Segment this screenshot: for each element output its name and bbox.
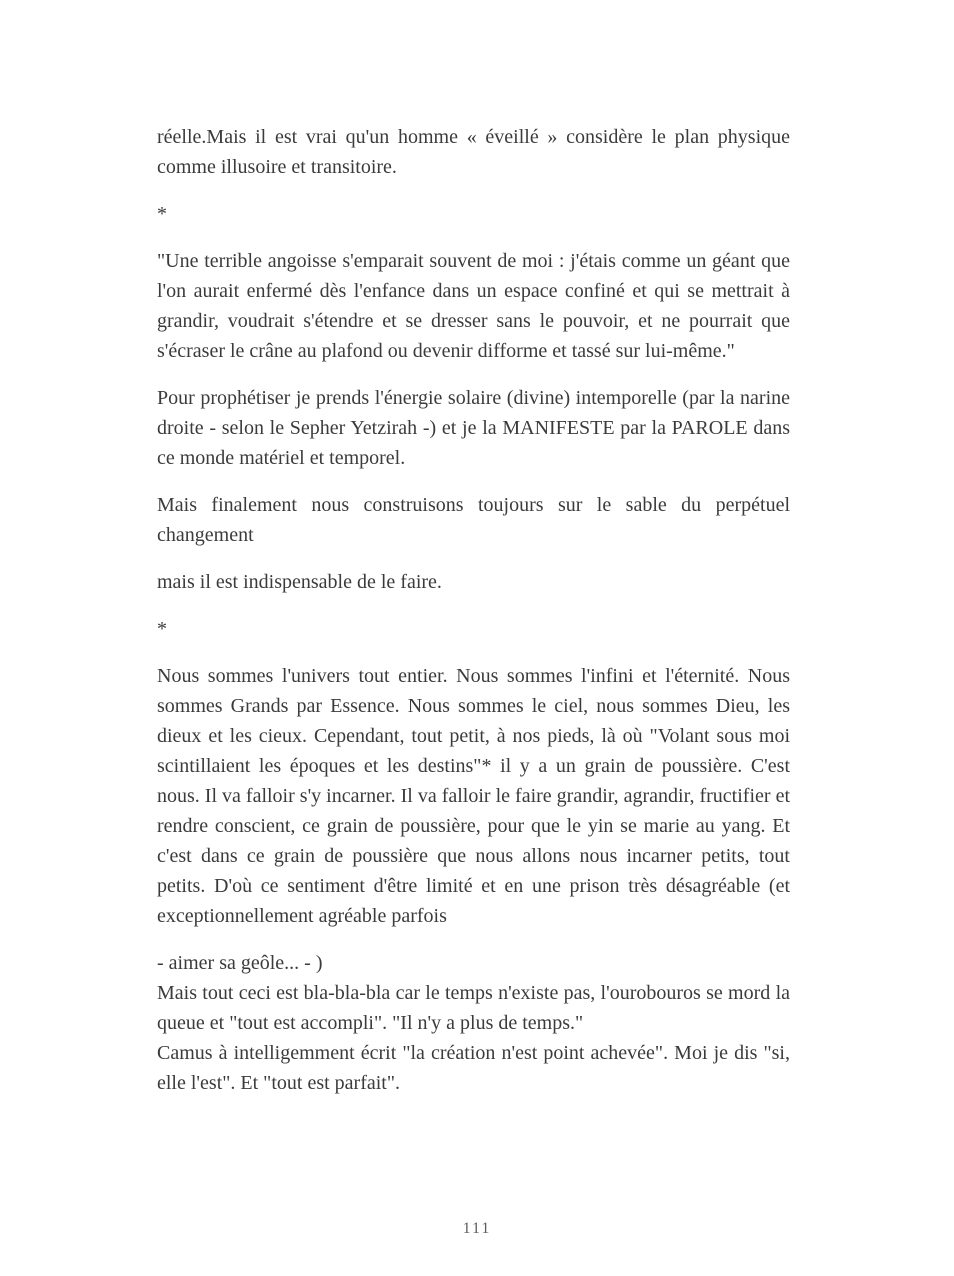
paragraph: "Une terrible angoisse s'emparait souvent de moi : j'étais comme un géant que l'on aurait enfermé dès l'enfance dans un espace confiné et qui se mettrait à grandir, voudrait s'étendre et se dresser sans le pouvoir, et ne pourrait que s'écraser le crâne au plafond ou devenir difforme et tassé sur lui-même." [157,250,790,362]
paragraph: Camus à intelligemment écrit "la création n'est point achevée". Moi je dis "si, elle l'est". Et "tout est parfait". [157,1042,790,1094]
paragraph: Pour prophétiser je prends l'énergie solaire (divine) intemporelle (par la narine droite - selon le Sepher Yetzirah -) et je la MANIFESTE par la PAROLE dans ce monde matériel et temporel. [157,387,790,469]
paragraph: Nous sommes l'univers tout entier. Nous sommes l'infini et l'éternité. Nous sommes Grands par Essence. Nous sommes le ciel, nous sommes Dieu, les dieux et les cieux. Cependant, tout petit, à nos pieds, là où "Volant sous moi scintillaient les époques et les destins"* il y a un grain de poussière. C'est nous. Il va falloir s'y incarner. Il va falloir le faire grandir, agrandir, fructifier et rendre conscient, ce grain de poussière, pour que le yin se marie au yang. Et c'est dans ce grain de poussière que nous allons nous incarner petits, tout petits. D'où ce sentiment d'être limité et en une prison très désagréable (et exceptionnellement agréable parfois [157,665,790,927]
paragraph: mais il est indispensable de le faire. [157,571,442,593]
text-block [157,122,790,1098]
paragraph: Mais tout ceci est bla-bla-bla car le temps n'existe pas, l'ourobouros se mord la queue et "tout est accompli". "Il n'y a plus de temps." [157,982,790,1034]
paragraph: réelle.Mais il est vrai qu'un homme « éveillé » considère le plan physique comme illusoire et transitoire. [157,126,790,178]
paragraph: Mais finalement nous construisons toujours sur le sable du perpétuel changement [157,494,790,546]
paragraph: - aimer sa geôle... - ) [157,952,323,974]
page-number: 111 [462,1220,492,1237]
asterisk-separator: * [157,203,167,225]
asterisk-separator: * [157,618,167,640]
